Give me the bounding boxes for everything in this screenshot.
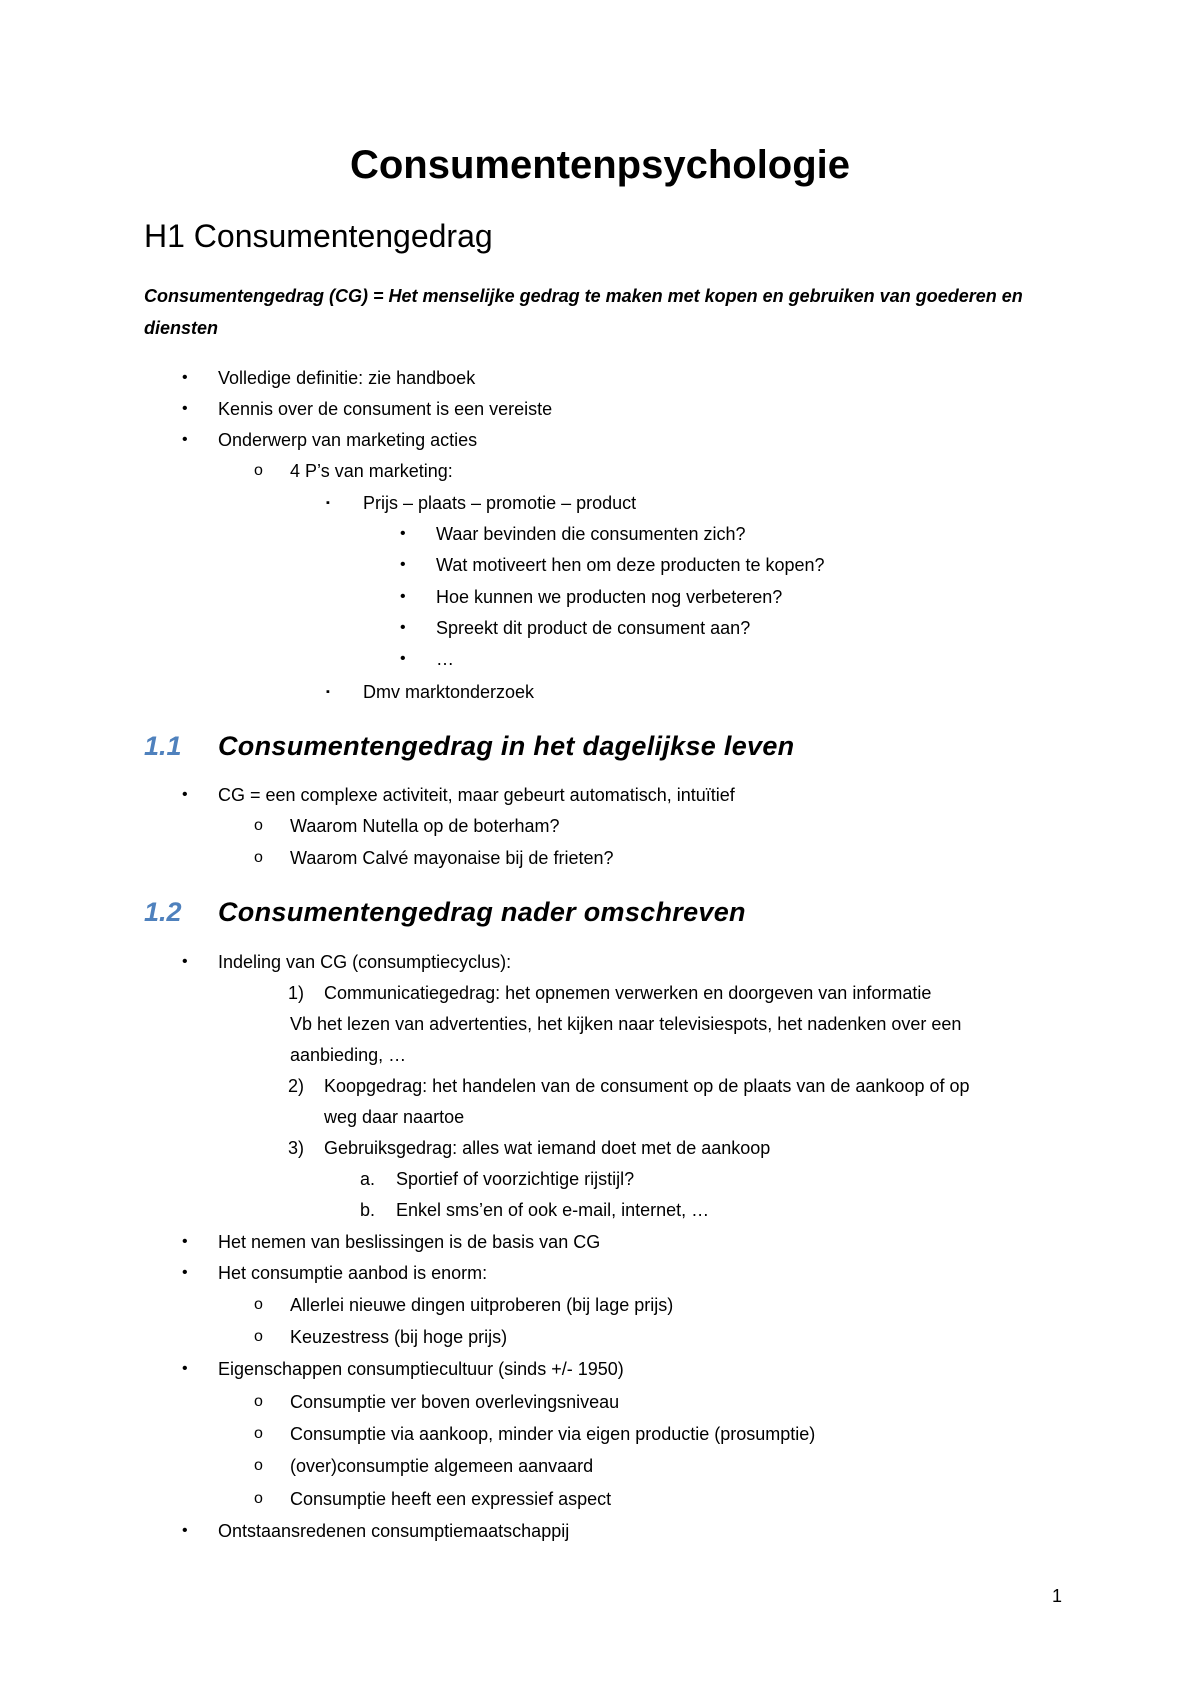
list-item-continuation: aanbieding, … [290,1045,407,1065]
bullet-glyph: o [254,1328,263,1345]
list-item: Onderwerp van marketing acties [218,430,478,450]
bullet-glyph: ▪ [326,686,330,698]
list-item: Het consumptie aanbod is enorm: [218,1263,488,1283]
bullet-glyph: • [182,431,188,448]
list-item: … [436,649,454,669]
list-item-continuation: Vb het lezen van advertenties, het kijken naar televisiespots, het nadenken over een [290,1014,962,1034]
bullet-glyph: o [254,1490,263,1507]
lettered-marker: a. [360,1169,376,1189]
list-item: Ontstaansredenen consumptiemaatschappij [218,1521,570,1541]
bullet-glyph: • [182,400,188,417]
list-item: Keuzestress (bij hoge prijs) [290,1327,508,1347]
list-item-continuation: weg daar naartoe [324,1107,465,1127]
list-item: Waarom Nutella op de boterham? [290,816,560,836]
bullet-glyph: • [182,369,188,386]
page-number: 1 [1052,1586,1063,1606]
section-title: Consumentengedrag nader omschreven [218,897,746,927]
list-item: (over)consumptie algemeen aanvaard [290,1456,594,1476]
bullet-glyph: • [182,1264,188,1281]
list-item: Wat motiveert hen om deze producten te kopen? [436,555,825,575]
bullet-glyph: • [182,1360,188,1377]
list-item: Kennis over de consument is een vereiste [218,399,553,419]
bullet-glyph: • [182,953,188,970]
bullet-glyph: o [254,1457,263,1474]
list-item: Consumptie heeft een expressief aspect [290,1489,612,1509]
bullet-glyph: o [254,849,263,866]
numbered-marker: 1) [288,983,305,1003]
numbered-marker: 3) [288,1138,305,1158]
list-item: Prijs – plaats – promotie – product [363,493,637,513]
list-item: 4 P’s van marketing: [290,461,453,481]
section-number: 1.2 [144,897,182,927]
list-item: Eigenschappen consumptiecultuur (sinds +/- 1950) [218,1359,624,1379]
bullet-glyph: o [254,1425,263,1442]
bullet-glyph: o [254,1296,263,1313]
lettered-marker: b. [360,1200,376,1220]
chapter-heading: H1 Consumentengedrag [144,218,493,254]
bullet-glyph: • [400,619,406,636]
numbered-marker: 2) [288,1076,305,1096]
list-item: Volledige definitie: zie handboek [218,368,476,388]
list-item: Allerlei nieuwe dingen uitproberen (bij lage prijs) [290,1295,674,1315]
bullet-glyph: • [400,650,406,667]
bullet-glyph: o [254,462,263,479]
list-item: Spreekt dit product de consument aan? [436,618,751,638]
section-number: 1.1 [144,731,182,761]
definition-text: Consumentengedrag (CG) = Het menselijke gedrag te maken met kopen en gebruiken van goederen en diensten [144,286,1023,338]
section-title: Consumentengedrag in het dagelijkse leven [218,731,795,761]
list-item: Enkel sms’en of ook e-mail, internet, … [396,1200,710,1220]
bullet-glyph: • [400,525,406,542]
list-item: CG = een complexe activiteit, maar gebeurt automatisch, intuïtief [218,785,735,805]
bullet-glyph: o [254,1393,263,1410]
list-item: Sportief of voorzichtige rijstijl? [396,1169,635,1189]
list-item: Het nemen van beslissingen is de basis van CG [218,1232,601,1252]
list-item: Koopgedrag: het handelen van de consument op de plaats van de aankoop of op [324,1076,970,1096]
bullet-glyph: • [400,556,406,573]
list-item: Waarom Calvé mayonaise bij de frieten? [290,848,614,868]
list-item: Dmv marktonderzoek [363,682,535,702]
list-item: Hoe kunnen we producten nog verbeteren? [436,587,783,607]
bullet-glyph: • [182,786,188,803]
bullet-glyph: o [254,817,263,834]
bullet-glyph: • [182,1522,188,1539]
list-item: Waar bevinden die consumenten zich? [436,524,746,544]
document-title: Consumentenpsychologie [349,143,851,187]
list-item: Consumptie via aankoop, minder via eigen productie (prosumptie) [290,1424,816,1444]
list-item: Consumptie ver boven overlevingsniveau [290,1392,620,1412]
bullet-glyph: • [400,588,406,605]
list-item: Communicatiegedrag: het opnemen verwerken en doorgeven van informatie [324,983,932,1003]
list-item: Gebruiksgedrag: alles wat iemand doet met de aankoop [324,1138,771,1158]
list-item: Indeling van CG (consumptiecyclus): [218,952,512,972]
bullet-glyph: ▪ [326,497,330,509]
bullet-glyph: • [182,1233,188,1250]
